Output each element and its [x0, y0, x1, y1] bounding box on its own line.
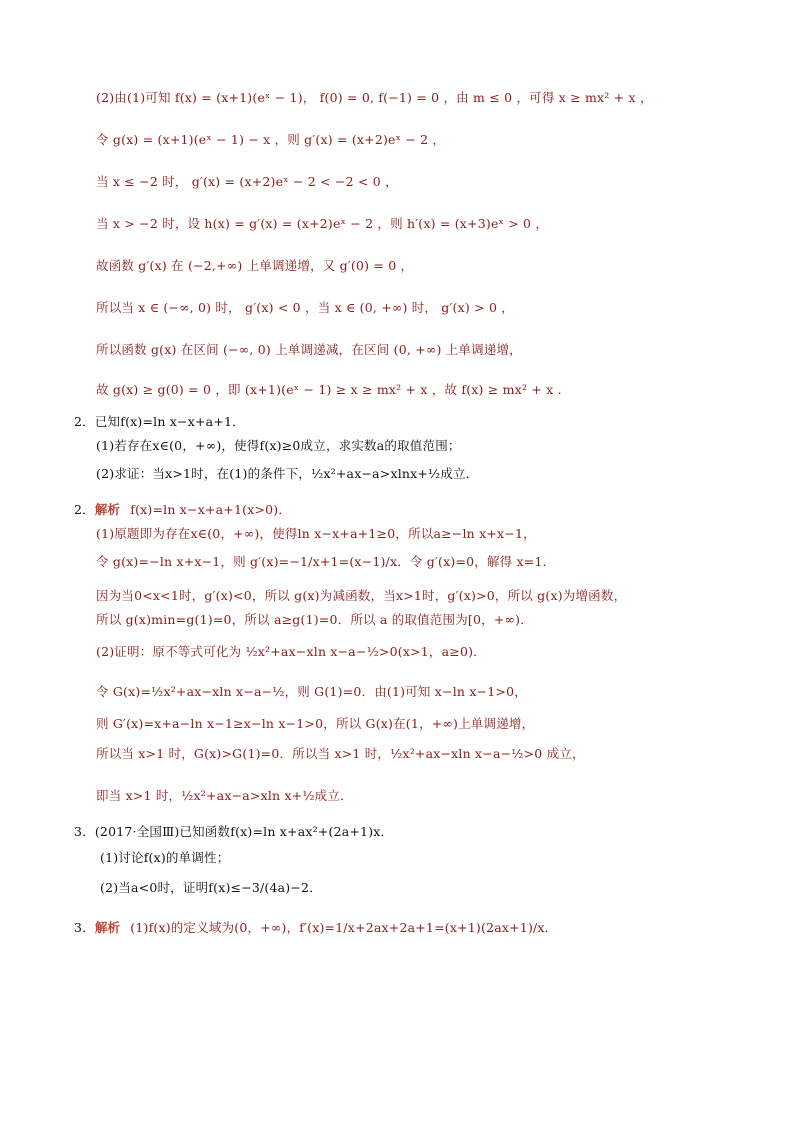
- solution-line: 所以函数 g(x) 在区间 (−∞, 0) 上单调递减，在区间 (0, +∞) 上单调递增，: [96, 342, 522, 357]
- question-stem: (2017·全国Ⅲ)已知函数f(x)=ln x+ax²+(2a+1)x．: [94, 824, 394, 839]
- question-stem: 已知f(x)=ln x−x+a+1．: [94, 414, 245, 429]
- answer-number: 3．: [74, 920, 95, 935]
- answer-line: 所以 g(x)min=g(1)=0，所以 a≥g(1)=0．所以 a 的取值范围为[0，+∞)．: [96, 612, 533, 627]
- answer-3: [74, 918, 557, 936]
- answer-line: 令 G(x)=½x²+ax−xln x−a−½，则 G(1)=0．由(1)可知 x−ln x−1>0，: [96, 684, 527, 699]
- question-3: [74, 822, 393, 840]
- question-number: 2．: [74, 414, 95, 429]
- answer-head: f(x)=ln x−x+a+1(x>0)．: [130, 502, 292, 517]
- answer-line: 令 g(x)=−ln x+x−1，则 g′(x)=−1/x+1=(x−1)/x．令 g′(x)=0，解得 x=1．: [96, 554, 556, 569]
- answer-line: (2)证明：原不等式可化为 ½x²+ax−xln x−a−½>0(x>1，a≥0)．: [96, 644, 486, 659]
- answer-line: 即当 x>1 时，½x²+ax−a>xln x+½成立．: [96, 788, 353, 803]
- answer-line: (1)原题即为存在x∈(0，+∞)，使得ln x−x+a+1≥0，所以a≥−ln x+x−1，: [96, 526, 536, 541]
- question-sub-2: (2)求证：当x>1时，在(1)的条件下，½x²+ax−a>xlnx+½成立．: [96, 466, 479, 481]
- solution-line: (2)由(1)可知 f(x) = (x+1)(eˣ − 1)， f(0) = 0, f(−1) = 0 ，由 m ≤ 0 ，可得 x ≥ mx² + x ，: [96, 90, 653, 105]
- answer-line: 则 G′(x)=x+a−ln x−1≥x−ln x−1>0，所以 G(x)在(1，+∞)上单调递增，: [96, 716, 535, 731]
- answer-number: 2．: [74, 502, 95, 517]
- question-sub-2: (2)当a<0时，证明f(x)≤−3/(4a)−2．: [100, 880, 322, 895]
- answer-line: 所以当 x>1 时，G(x)>G(1)=0．所以当 x>1 时，½x²+ax−xln x−a−½>0 成立，: [96, 746, 585, 761]
- answer-2-head: [74, 500, 291, 518]
- question-2: [74, 412, 245, 430]
- question-number: 3．: [74, 824, 95, 839]
- solution-line: 令 g(x) = (x+1)(eˣ − 1) − x ，则 g′(x) = (x+2)eˣ − 2 ，: [96, 132, 446, 147]
- answer-text: (1)f(x)的定义域为(0，+∞)，f′(x)=1/x+2ax+2a+1=(x+1)(2ax+1)/x．: [130, 920, 558, 935]
- solution-line: 所以当 x ∈ (−∞, 0) 时， g′(x) < 0 ，当 x ∈ (0, +∞) 时， g′(x) > 0 ，: [96, 300, 514, 315]
- solution-line: 当 x ≤ −2 时， g′(x) = (x+2)eˣ − 2 < −2 < 0 ，: [96, 174, 398, 189]
- solution-line: 故函数 g′(x) 在 (−2,+∞) 上单调递增，又 g′(0) = 0 ，: [96, 258, 414, 273]
- analysis-tag: 解析: [94, 920, 121, 935]
- solution-line: 当 x > −2 时，设 h(x) = g′(x) = (x+2)eˣ − 2 ，则 h′(x) = (x+3)eˣ > 0 ，: [96, 216, 549, 231]
- question-sub-1: (1)若存在x∈(0，+∞)，使得f(x)≥0成立，求实数a的取值范围；: [96, 438, 461, 453]
- solution-line: 故 g(x) ≥ g(0) = 0 ，即 (x+1)(eˣ − 1) ≥ x ≥ mx² + x ，故 f(x) ≥ mx² + x ．: [96, 382, 571, 397]
- answer-line: 因为当0<x<1时，g′(x)<0，所以 g(x)为减函数，当x>1时，g′(x)>0，所以 g(x)为增函数，: [96, 588, 627, 603]
- question-sub-1: (1)讨论f(x)的单调性；: [100, 850, 230, 865]
- analysis-tag: 解析: [94, 502, 121, 517]
